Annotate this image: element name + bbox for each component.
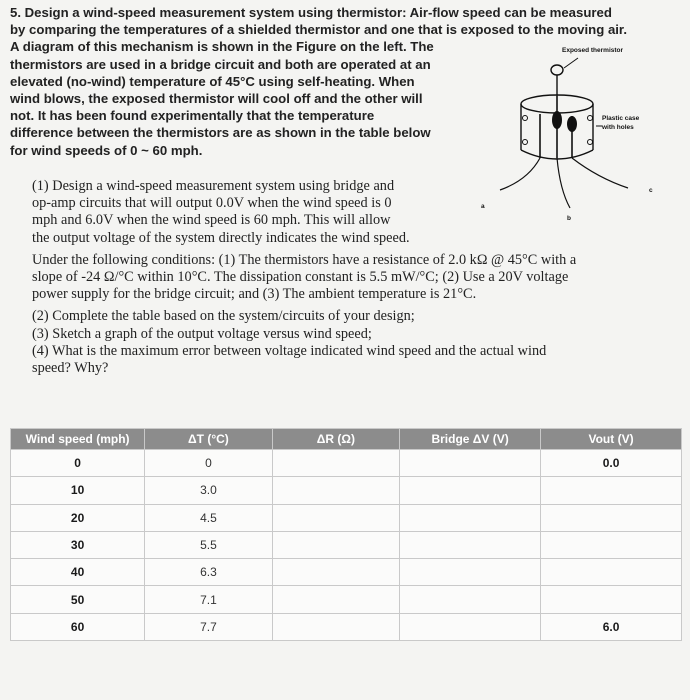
cell-wind-speed: 30 <box>11 531 145 558</box>
cell-wind-speed: 50 <box>11 586 145 613</box>
intro-line: by comparing the temperatures of a shielded thermistor and one that is exposed to the moving air. <box>10 22 628 38</box>
cell-wind-speed: 40 <box>11 559 145 586</box>
table-header-row <box>11 429 682 450</box>
cell-bridge-dv <box>400 531 541 558</box>
table-row <box>11 450 682 477</box>
cell-vout <box>541 559 682 586</box>
table-row <box>11 504 682 531</box>
cell-delta-r <box>272 559 399 586</box>
cell-vout <box>541 477 682 504</box>
cell-delta-r <box>272 613 399 640</box>
intro-line: A diagram of this mechanism is shown in the Figure on the left. The <box>10 39 434 55</box>
cell-bridge-dv <box>400 613 541 640</box>
lead-label-b: b <box>567 215 571 222</box>
table-row <box>11 559 682 586</box>
intro-line: for wind speeds of 0 ~ 60 mph. <box>10 142 203 158</box>
task-line: (3) Sketch a graph of the output voltage versus wind speed; <box>32 325 372 342</box>
cell-vout <box>541 531 682 558</box>
table-row <box>11 613 682 640</box>
cell-delta-t: 7.1 <box>145 586 272 613</box>
cell-delta-r <box>272 477 399 504</box>
cell-delta-t: 6.3 <box>145 559 272 586</box>
intro-line: thermistors are used in a bridge circuit and both are operated at an <box>10 56 431 72</box>
conditions-line: Under the following conditions: (1) The thermistors have a resistance of 2.0 kΩ @ 45°C with a <box>32 251 577 268</box>
header-delta-t: ΔT (°C) <box>145 429 272 450</box>
cell-wind-speed: 10 <box>11 477 145 504</box>
cell-delta-t: 0 <box>145 450 272 477</box>
task-line: mph and 6.0V when the wind speed is 60 mph. This will allow <box>32 212 391 229</box>
task-line: (2) Complete the table based on the system/circuits of your design; <box>32 308 415 325</box>
intro-line: elevated (no-wind) temperature of 45°C using self-heating. When <box>10 73 415 89</box>
cell-wind-speed: 20 <box>11 504 145 531</box>
data-table <box>10 428 682 641</box>
table-row <box>11 477 682 504</box>
task-line: op-amp circuits that will output 0.0V when the wind speed is 0 <box>32 195 392 212</box>
cell-wind-speed: 60 <box>11 613 145 640</box>
cell-bridge-dv <box>400 559 541 586</box>
cell-vout <box>541 586 682 613</box>
exposed-thermistor-label: Exposed thermistor <box>562 47 624 54</box>
problem-tasks <box>32 178 672 377</box>
intro-line: 5. Design a wind-speed measurement system using thermistor: Air-flow speed can be measured <box>10 5 612 20</box>
cell-vout <box>541 504 682 531</box>
cell-delta-t: 4.5 <box>145 504 272 531</box>
task-line: the output voltage of the system directly indicates the wind speed. <box>32 229 410 246</box>
header-bridge-dv: Bridge ΔV (V) <box>400 429 541 450</box>
cell-delta-r <box>272 504 399 531</box>
conditions-line: slope of -24 Ω/°C within 10°C. The dissipation constant is 5.5 mW/°C; (2) Use a 20V voltage <box>32 268 569 285</box>
table-row <box>11 586 682 613</box>
cell-vout: 6.0 <box>541 613 682 640</box>
cell-delta-t: 7.7 <box>145 613 272 640</box>
cell-delta-t: 5.5 <box>145 531 272 558</box>
header-wind-speed: Wind speed (mph) <box>11 429 145 450</box>
header-vout: Vout (V) <box>541 429 682 450</box>
plastic-case-label: with holes <box>602 124 634 131</box>
cell-delta-t: 3.0 <box>145 477 272 504</box>
plastic-case-icon <box>521 95 602 159</box>
conditions-line: power supply for the bridge circuit; and (3) The ambient temperature is 21°C. <box>32 286 477 303</box>
cell-vout: 0.0 <box>541 450 682 477</box>
header-delta-r: ΔR (Ω) <box>272 429 399 450</box>
cell-delta-r <box>272 586 399 613</box>
intro-line: wind blows, the exposed thermistor will cool off and the other will <box>10 90 423 106</box>
cell-delta-r <box>272 531 399 558</box>
cell-delta-r <box>272 450 399 477</box>
cell-wind-speed: 0 <box>11 450 145 477</box>
cell-bridge-dv <box>400 504 541 531</box>
cell-bridge-dv <box>400 586 541 613</box>
lead-label-a: a <box>481 203 485 210</box>
lead-label-c: c <box>649 187 653 194</box>
intro-line: not. It has been found experimentally that the temperature <box>10 108 375 124</box>
table-row <box>11 531 682 558</box>
task-line: (1) Design a wind-speed measurement system using bridge and <box>32 178 395 194</box>
intro-line: difference between the thermistors are as shown in the table below <box>10 125 431 141</box>
shielded-thermistor-icon <box>540 96 577 158</box>
task-line: (4) What is the maximum error between voltage indicated wind speed and the actual wind <box>32 342 547 359</box>
task-line: speed? Why? <box>32 359 109 376</box>
cell-bridge-dv <box>400 477 541 504</box>
exposed-thermistor-icon <box>551 58 578 96</box>
plastic-case-label: Plastic case <box>602 115 640 122</box>
cell-bridge-dv <box>400 450 541 477</box>
